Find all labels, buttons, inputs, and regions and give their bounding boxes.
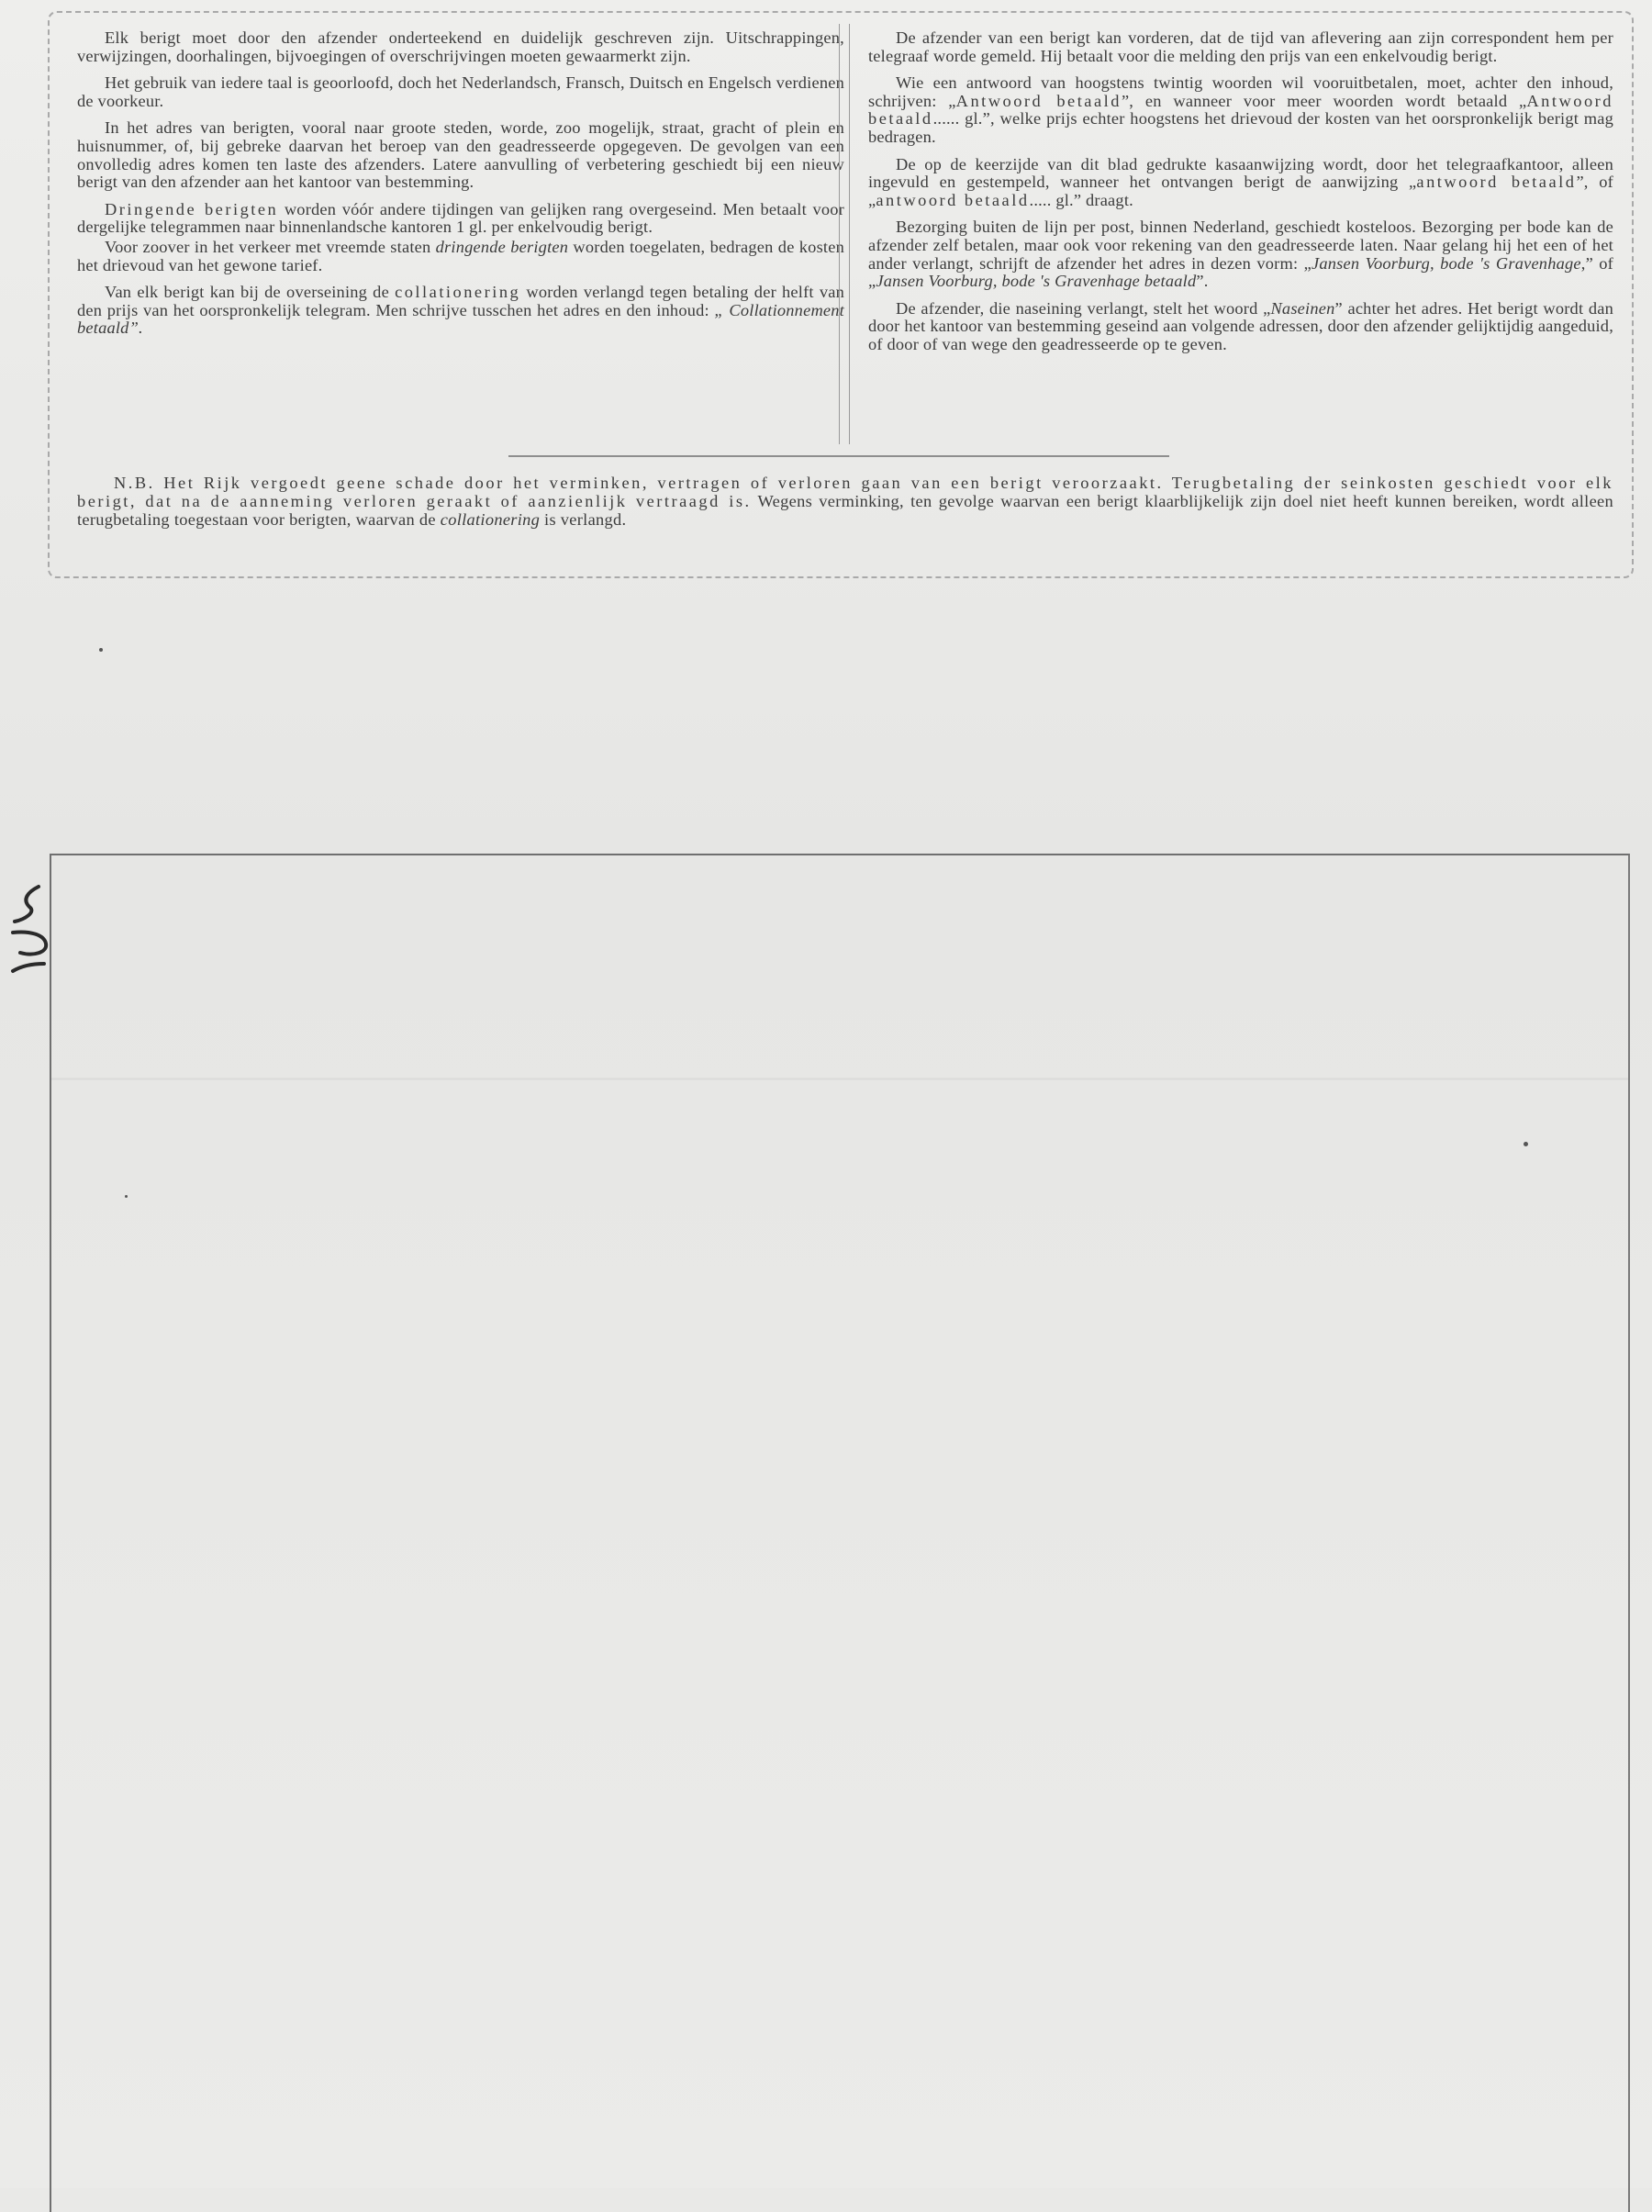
collation-prefix: Van elk berigt kan bij de overseining de — [105, 283, 396, 302]
collation-term: collationering — [395, 283, 521, 302]
forward-text-1: De afzender, die naseining verlangt, stelt het woord „ — [896, 298, 1271, 318]
collation-middle: worden verlangd tegen betaling der helft van den prijs van het oorspronkelijk telegram. Men schrijve tusschen het adres en den inhoud: — [77, 283, 845, 319]
urgent-messages-rule — [77, 201, 844, 237]
instructions-left-column — [77, 29, 844, 347]
urgent-term: Dringende berigten — [105, 199, 279, 218]
column-divider — [839, 24, 850, 444]
payment-voucher-rule — [868, 156, 1613, 210]
post-end: ”. — [1196, 272, 1209, 291]
address-rule: In het adres van berigten, vooral naar groote steden, worde, zoo mogelijk, straat, gracht of plein en huisnummer, of, bij gebreke daarvan het beroep van den geadresseerde opgegeven. De gevolgen van een onvolledig adres komen ten laste des afzenders. Latere aanvulling of verbetering geschiedt bij een nieuw berigt van den afzender aan het kantoor van bestemming. — [77, 118, 844, 192]
signature-rule: Elk berigt moet door den afzender onderteekend en duidelijk geschreven zijn. Uitschrappingen, verwijzingen, doorhalingen, bijvoegingen of overschrijvingen moeten gewaarmerkt zijn. — [77, 28, 844, 65]
receipt-term-2: antwoord betaald — [876, 190, 1030, 209]
post-text: Bezorging buiten de lijn per post, binnen Nederland, geschiedt kosteloos. Bezorging per bode kan de afzender zelf betalen, maar ook voor rekening van den geadresseerde laten. Naar gelang hij het een of het ander verlangt, schrijft de afzender het adres in dezen vorm: „ — [868, 218, 1613, 273]
prepaid-reply-rule — [868, 74, 1613, 146]
ink-speck — [125, 1195, 128, 1198]
telegram-blank-frame — [50, 854, 1630, 2212]
urgent-text: worden vóór andere tijdingen van gelijken rang overgeseind. Men betaalt voor dergelijke telegrammen naar binnenlandsche kantoren 1 gl. per enkelvoudig berigt. — [77, 199, 844, 237]
post-example-2: Jansen Voorburg, bode 's Gravenhage betaald — [876, 272, 1197, 291]
post-example-1: Jansen Voorburg, bode 's Gravenhage — [1311, 253, 1581, 273]
ink-speck — [1524, 1142, 1528, 1146]
collation-rule — [77, 284, 844, 338]
liability-collation-term: collationering — [440, 510, 541, 529]
reply-text-2: ”, en wanneer voor meer woorden wordt betaald „ — [1121, 91, 1527, 110]
liability-spaced-text: N.B. Het Rijk vergoedt geene schade door het verminken, vertragen of verloren gaan van een berigt veroorzaakt. Terugbetaling der seinkosten geschiedt voor elk berigt, dat na de aanneming verloren geraakt of aanzienlijk vertraagd is. — [77, 474, 1613, 510]
ink-speck — [99, 648, 103, 652]
language-rule: Het gebruik van iedere taal is geoorloofd, doch het Nederlandsch, Fransch, Duitsch en Engelsch verdienen de voorkeur. — [77, 73, 844, 110]
receipt-text-3: ..... gl.” draagt. — [1029, 190, 1133, 209]
delivery-by-post-rule — [868, 218, 1613, 290]
receipt-term-1: antwoord betaald — [1416, 173, 1577, 192]
urgent-foreign-suffix: worden toegelaten, bedragen de kosten het drievoud van het gewone tarief. — [77, 237, 845, 274]
forward-term: Naseinen — [1270, 298, 1335, 318]
reply-text-3: ...... gl.”, welke prijs echter hoogstens het drievoud der kosten van het oorspronkelijk berigt mag bedragen. — [868, 109, 1613, 146]
forwarding-rule — [868, 300, 1613, 354]
collation-quote: „ Collationnement betaald”. — [77, 300, 844, 338]
reply-text-1: Wie een antwoord van hoogstens twintig woorden wil vooruitbetalen, moet, achter den inhoud, schrijven: „ — [868, 73, 1613, 110]
receipt-text-2: ”, of „ — [868, 173, 1613, 209]
reply-term-1: Antwoord betaald — [955, 91, 1122, 110]
liability-notice — [77, 474, 1613, 529]
urgent-foreign-term: dringende berigten — [435, 237, 569, 256]
forward-text-2: ” achter het adres. Het berigt wordt dan door het kantoor van bestemming geseind aan volgende adressen, door den afzender gelijktijdig aangeduid, of door of van wege den geadresseerde op te geven. — [868, 298, 1613, 353]
paper-fold-line — [51, 1078, 1628, 1080]
liability-end: is verlangd. — [540, 510, 627, 529]
urgent-foreign-prefix: Voor zoover in het verkeer met vreemde staten — [105, 237, 436, 256]
instructions-right-column — [868, 29, 1613, 363]
section-separator — [508, 455, 1169, 457]
handwritten-page-number-mark — [2, 879, 57, 980]
reply-term-2: Antwoord betaald — [868, 91, 1613, 128]
urgent-foreign-rule — [77, 239, 844, 274]
liability-text: Wegens verminking, ten gevolge waarvan een berigt klaarblijkelijk zijn doel niet heeft kunnen bereiken, wordt alleen terugbetaling toegestaan voor berigten, waarvan de — [77, 492, 1613, 529]
receipt-text-1: De op de keerzijde van dit blad gedrukte kasaanwijzing wordt, door het telegraafkantoor, alleen ingevuld en gestempeld, wanneer het ontvangen berigt de aanwijzing „ — [868, 154, 1613, 192]
delivery-notice-rule: De afzender van een berigt kan vorderen, dat de tijd van aflevering aan zijn correspondent hem per telegraaf worde gemeld. Hij betaalt voor die melding den prijs van een enkelvoudig berigt. — [868, 28, 1613, 65]
instructions-panel — [48, 11, 1634, 578]
post-mid: ,” of „ — [868, 253, 1613, 291]
